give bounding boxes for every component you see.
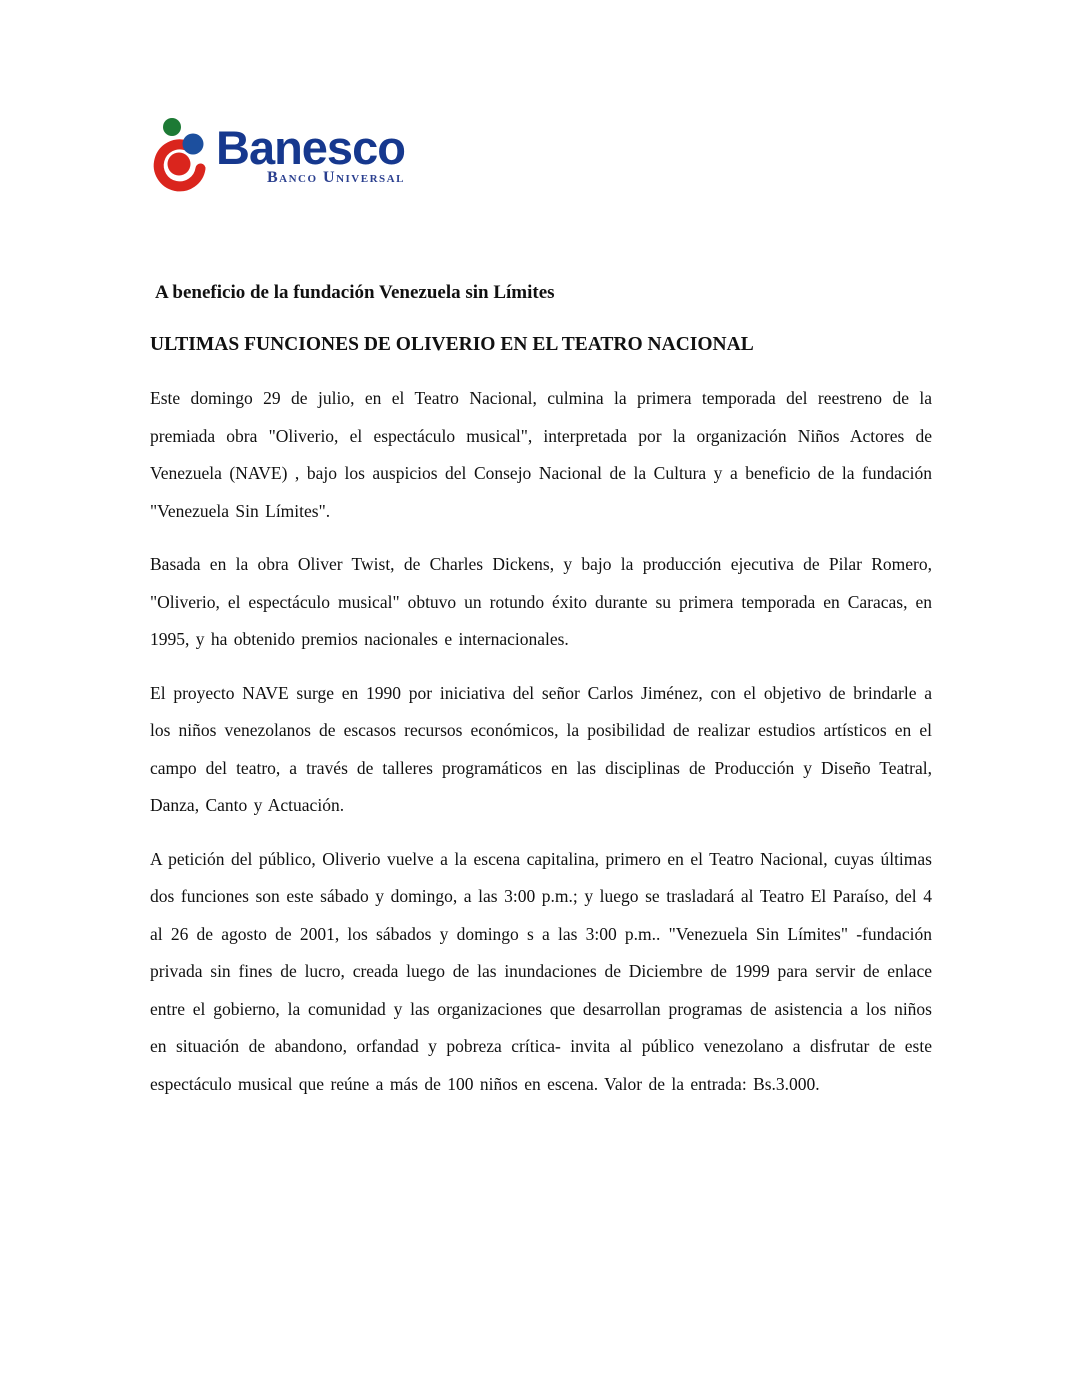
paragraph: Basada en la obra Oliver Twist, de Charles Dickens, y bajo la producción ejecutiva de Pilar Romero, "Oliverio, el espectáculo musical" obtuvo un rotundo éxito durante su primera temporada en Caracas, en 1995, y ha obtenido premios nacionales e internacionales. xyxy=(150,554,932,649)
banesco-tagline: Banco Universal xyxy=(266,169,405,186)
banesco-logo-text xyxy=(216,121,405,186)
banesco-logo xyxy=(150,112,932,204)
press-release xyxy=(150,252,932,1103)
document-subtitle: A beneficio de la fundación Venezuela sin Límites xyxy=(155,282,555,303)
body-paragraphs xyxy=(150,364,932,1103)
paragraph: Este domingo 29 de julio, en el Teatro Nacional, culmina la primera temporada del reestreno de la premiada obra "Oliverio, el espectáculo musical", interpretada por la organización Niños Actores de Venezuela (NAVE) , bajo los auspicios del Consejo Nacional de la Cultura y a beneficio de la fundación "Venezuela Sin Límites". xyxy=(150,388,932,521)
paragraph: El proyecto NAVE surge en 1990 por iniciativa del señor Carlos Jiménez, con el objetivo de brindarle a los niños venezolanos de escasos recursos económicos, la posibilidad de realizar estudios artísticos en el campo del teatro, a través de talleres programáticos en las disciplinas de Producción y Diseño Teatral, Danza, Canto y Actuación. xyxy=(150,682,932,815)
banesco-logo-icon xyxy=(150,116,212,194)
banesco-wordmark: Banesco xyxy=(216,121,405,174)
paragraph: A petición del público, Oliverio vuelve a la escena capitalina, primero en el Teatro Nacional, cuyas últimas dos funciones son este sábado y domingo, a las 3:00 p.m.; y luego se trasladará al Teatro El Paraíso, del 4 al 26 de agosto de 2001, los sábados y domingo s a las 3:00 p.m.. "Venezuela Sin Límites" -fundación privada sin fines de lucro, creada luego de las inundaciones de Diciembre de 1999 para servir de enlace entre el gobierno, la comunidad y las organizaciones que desarrollan programas de asistencia a los niños en situación de abandono, orfandad y pobreza crítica- invita al público venezolano a disfrutar de este espectáculo musical que reúne a más de 100 niños en escena. Valor de la entrada: Bs.3.000. xyxy=(150,848,932,1094)
document-page xyxy=(150,112,932,1103)
document-title: ULTIMAS FUNCIONES DE OLIVERIO EN EL TEATRO NACIONAL xyxy=(150,334,754,355)
